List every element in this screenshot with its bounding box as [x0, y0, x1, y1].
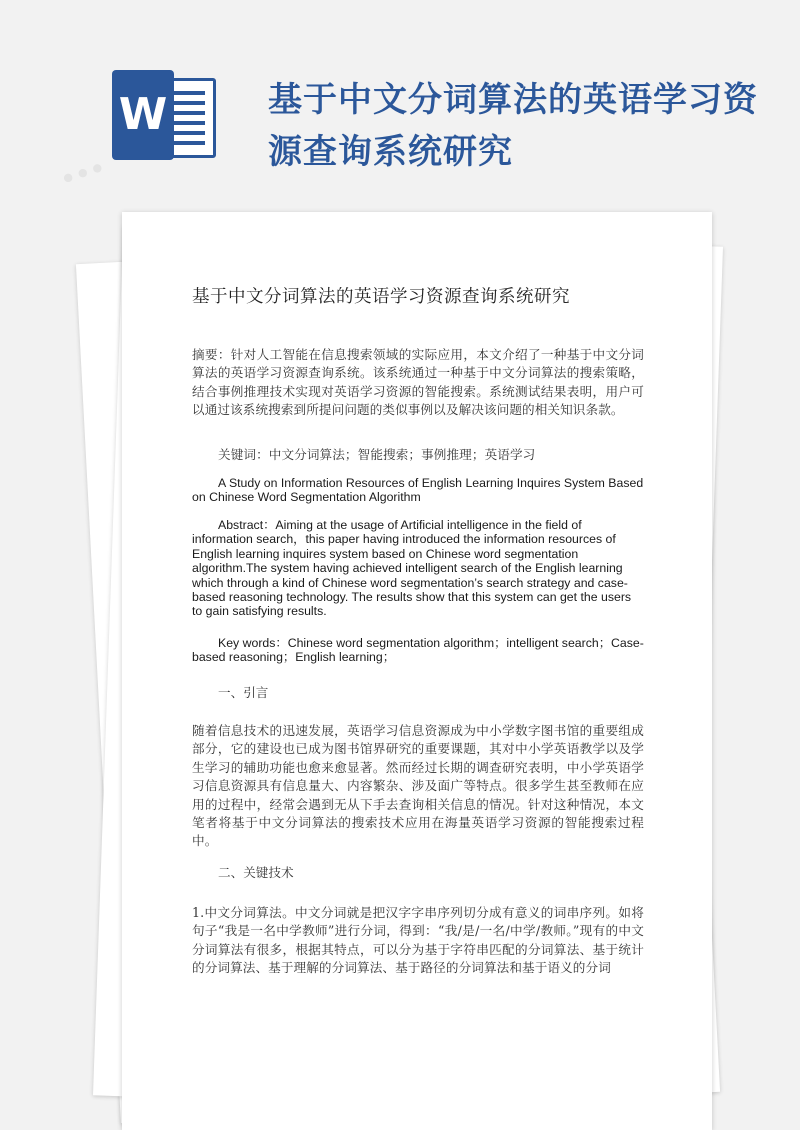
section-heading-key-tech: 二、关键技术 [218, 865, 294, 880]
section-key-tech-body: 1.中文分词算法。中文分词就是把汉字字串序列切分成有意义的词串序列。如将句子“我是一名中学教师”进行分词，得到：“我/是/一名/中学/教师。”现有的中文分词算法有很多，根据其特点，可以分为基于字符串匹配的分词算法、基于统计的分词算法、基于理解的分词算法、基于路径的分词算法和基于语义的分词 [192, 905, 644, 976]
keywords-cn: 关键词：中文分词算法；智能搜索；事例推理；英语学习 [218, 447, 536, 462]
abstract-cn: 摘要：针对人工智能在信息搜索领域的实际应用，本文介绍了一种基于中文分词算法的英语学习资源查询系统。该系统通过一种基于中文分词算法的搜索策略，结合事例推理技术实现对英语学习资源的智能搜索。系统测试结果表明，用户可以通过该系统搜索到所提问问题的类似事例以及解决该问题的相关知识条款。 [192, 347, 644, 418]
word-document-icon [112, 70, 220, 160]
abstract-en: Abstract：Aiming at the usage of Artificial intelligence in the field of information search，this paper having introduced the information resources of English learning inquires system based on Chinese word segmentation algorithm.The system having achieved intelligent search of the English learning which through a kind of Chinese word segmentation’s search strategy and case-based reasoning technology. The results show that this system can get the users to gain satisfying results. [192, 518, 632, 619]
watermark: ••• [56, 153, 110, 195]
section-heading-intro: 一、引言 [218, 685, 269, 700]
word-badge: W [112, 70, 174, 160]
keywords-en: Key words：Chinese word segmentation algorithm；intelligent search；Case-based reasoning；English learning； [192, 636, 644, 665]
section-intro-body: 随着信息技术的迅速发展，英语学习信息资源成为中小学数字图书馆的重要组成部分，它的建设也已成为图书馆界研究的重要课题，其对中小学英语教学以及学生学习的辅助功能也愈来愈显著。然而经过长期的调查研究表明，中小学英语学习信息资源具有信息量大、内容繁杂、涉及面广等特点。很多学生甚至教师在应用的过程中，经常会遇到无从下手去查询相关信息的情况。针对这种情况，本文笔者将基于中文分词算法的搜索技术应用在海量英语学习资源的智能搜索过程中。 [192, 723, 644, 849]
banner-title: 基于中文分词算法的英语学习资源查询系统研究 [268, 80, 758, 172]
title-en: A Study on Information Resources of English Learning Inquires System Based on Chinese Word Segmentation Algorithm [192, 476, 644, 505]
document-page [122, 212, 712, 1130]
document-title: 基于中文分词算法的英语学习资源查询系统研究 [192, 287, 570, 307]
